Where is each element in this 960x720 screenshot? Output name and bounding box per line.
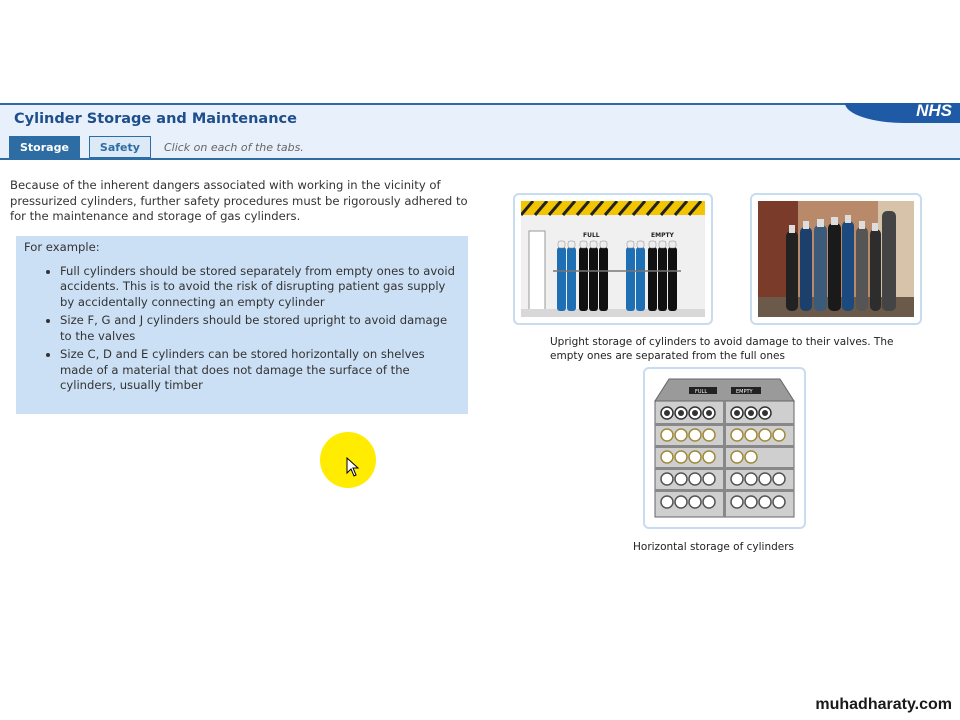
cylinder-photo-illustration <box>758 201 914 317</box>
list-item: • Size C, D and E cylinders can be stored horizontally on shelves made of a material that does not damage the surface of the cylinders, usually timber <box>60 347 460 394</box>
mouse-pointer-icon <box>346 457 360 477</box>
upright-caption: Upright storage of cylinders to avoid damage to their valves. The empty ones are separated from the full ones <box>550 336 894 362</box>
cylinder-photo[interactable] <box>750 193 922 325</box>
horizontal-rack-diagram[interactable] <box>643 367 806 529</box>
intro-text: Because of the inherent dangers associated with working in the vicinity of pressurized cylinders, further safety procedures must be rigorously adhered to for the maintenance and storage of gas cylinders. <box>10 178 468 223</box>
upright-storage-diagram[interactable] <box>513 193 713 325</box>
tab-bar <box>9 136 304 158</box>
rack-full-label: FULL <box>695 389 708 395</box>
watermark: muhadharaty.com <box>815 696 952 713</box>
horizontal-rack-illustration <box>651 375 798 521</box>
empty-label: EMPTY <box>651 232 674 239</box>
tab-safety[interactable]: Safety <box>89 136 151 158</box>
page-title: Cylinder Storage and Maintenance <box>14 111 297 127</box>
nhs-logo: NHS <box>916 101 952 120</box>
horizontal-caption: Horizontal storage of cylinders <box>633 541 795 553</box>
list-item: • Full cylinders should be stored separately from empty ones to avoid accidents. This is to avoid the risk of disrupting patient gas supply by accidentally connecting an empty cylinder <box>60 264 460 311</box>
full-label: FULL <box>583 232 600 239</box>
example-box <box>16 236 468 414</box>
example-list <box>24 264 460 394</box>
example-heading: For example: <box>24 240 100 254</box>
rack-empty-label: EMPTY <box>736 389 753 395</box>
tabs-hint: Click on each of the tabs. <box>163 141 304 154</box>
header-bar <box>0 103 960 160</box>
tab-storage[interactable]: Storage <box>9 136 80 158</box>
upright-storage-illustration <box>521 201 705 317</box>
list-item: • Size F, G and J cylinders should be stored upright to avoid damage to the valves <box>60 313 460 344</box>
